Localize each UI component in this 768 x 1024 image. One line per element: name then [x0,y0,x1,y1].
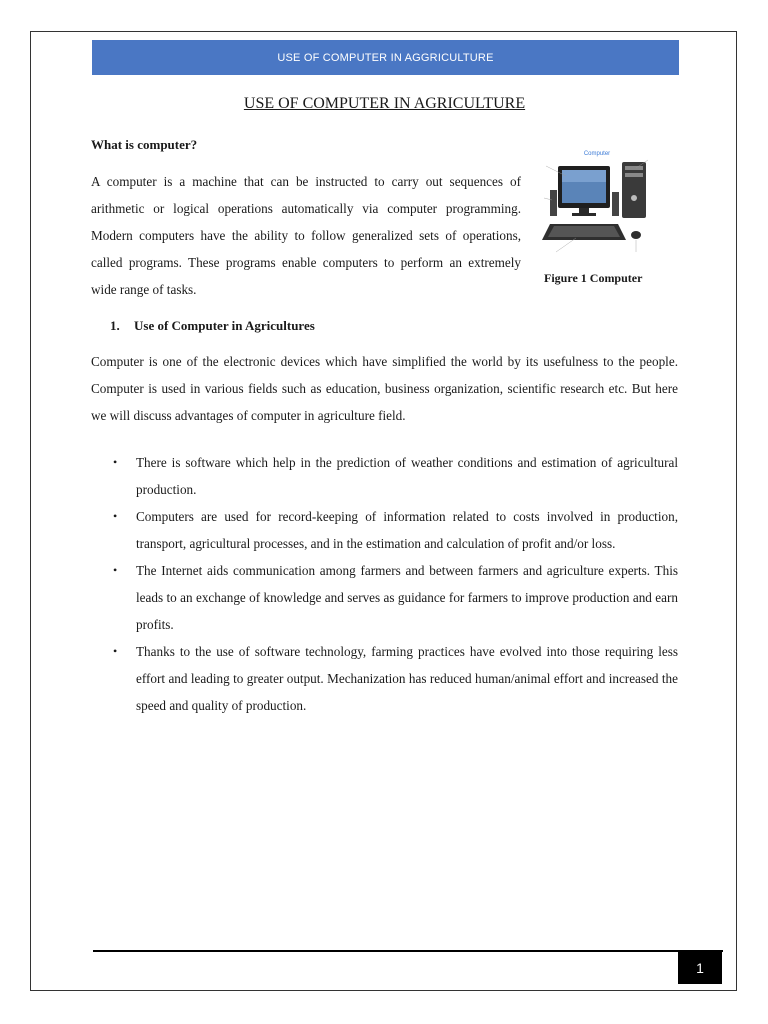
list-item-text: The Internet aids communication among farmers and between farmers and agriculture experts. This leads to an exchange of knowledge and serves as guidance for farmers to improve production and earn profits. [136,563,678,632]
section-heading-use-of-computer [110,318,315,334]
document-page [30,31,737,991]
bullet-icon: • [113,509,118,523]
header-band [92,40,679,75]
computer-image [536,148,658,268]
page-number: 1 [678,952,722,984]
header-band-text: USE OF COMPUTER IN AGGRICULTURE [277,51,494,64]
footer-rule [93,950,723,952]
list-item [91,449,678,503]
bullet-icon: • [113,644,118,658]
list-item-text: Thanks to the use of software technology, farming practices have evolved into those requiring less effort and leading to greater output. Mechanization has reduced human/animal effort and increased the speed and quality of production. [136,644,678,713]
paragraph-use-of-computer: Computer is one of the electronic devices which have simplified the world by its usefulness to the people. Computer is used in various fields such as education, business organization, scientific research etc. But here we will discuss advantages of computer in agriculture field. [91,354,678,423]
list-item [91,557,678,638]
bullet-icon: • [113,455,118,469]
figure-image-title: Computer [583,151,611,157]
list-item [91,503,678,557]
list-item-text: Computers are used for record-keeping of information related to costs involved in production, transport, agricultural processes, and in the estimation and calculation of profit and/or loss. [136,509,678,551]
figure-caption: Figure 1 Computer [544,271,643,285]
paragraph-what-is-computer: A computer is a machine that can be instructed to carry out sequences of arithmetic or logical operations automatically via computer programming. Modern computers have the ability to follow generalized sets of operations, called programs. These programs enable computers to perform an extremely wide range of tasks. [91,174,521,297]
section-heading-text: Use of Computer in Agricultures [134,318,315,333]
bullet-icon: • [113,563,118,577]
list-item-text: There is software which help in the prediction of weather conditions and estimation of agricultural production. [136,455,678,497]
bullet-list [91,449,678,719]
document-title: USE OF COMPUTER IN AGRICULTURE [243,95,526,112]
list-item [91,638,678,719]
section-number: 1. [110,318,120,333]
figure-computer [536,148,658,285]
section-heading-what-is-computer: What is computer? [91,137,198,152]
